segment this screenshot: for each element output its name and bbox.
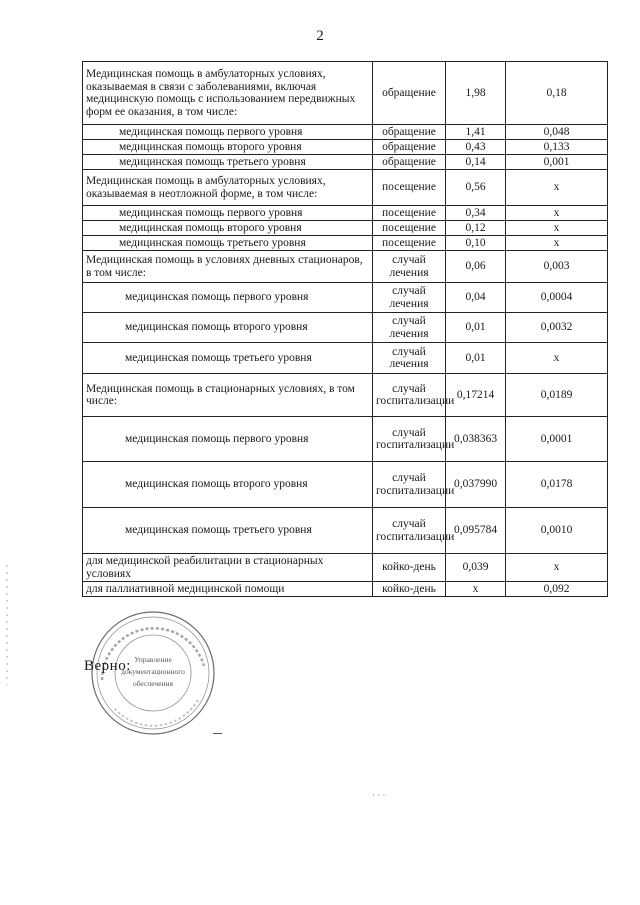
- table-row: [83, 343, 608, 374]
- row-value-2: х: [506, 206, 608, 221]
- stamp-line-1: Управление: [134, 655, 172, 664]
- scan-mark: [213, 733, 222, 734]
- table-row: [83, 313, 608, 343]
- table-row: [83, 462, 608, 508]
- row-unit: обращение: [373, 155, 446, 170]
- row-value-1: 0,037990: [446, 462, 506, 508]
- row-value-1: 0,43: [446, 140, 506, 155]
- table-row: [83, 170, 608, 206]
- certification-note: Верно:: [84, 658, 131, 674]
- row-value-1: 0,10: [446, 236, 506, 251]
- row-name: медицинская помощь первого уровня: [83, 125, 373, 140]
- row-unit: случай госпитализации: [373, 462, 446, 508]
- row-value-1: 0,095784: [446, 508, 506, 554]
- row-value-2: х: [506, 236, 608, 251]
- row-value-1: 0,039: [446, 554, 506, 582]
- table-row: [83, 582, 608, 597]
- row-value-1: 1,98: [446, 62, 506, 125]
- norms-table: [82, 61, 608, 597]
- row-name: медицинская помощь третьего уровня: [83, 508, 373, 554]
- row-value-1: 0,01: [446, 343, 506, 374]
- table-row: [83, 206, 608, 221]
- row-name: медицинская помощь первого уровня: [83, 417, 373, 462]
- row-value-2: х: [506, 170, 608, 206]
- row-unit: посещение: [373, 236, 446, 251]
- row-value-1: 0,17214: [446, 374, 506, 417]
- table-row: [83, 236, 608, 251]
- row-value-2: х: [506, 221, 608, 236]
- row-unit: койко-день: [373, 554, 446, 582]
- row-name: медицинская помощь второго уровня: [83, 462, 373, 508]
- row-value-1: 0,56: [446, 170, 506, 206]
- table-row: [83, 374, 608, 417]
- row-value-2: 0,048: [506, 125, 608, 140]
- row-value-1: 0,04: [446, 283, 506, 313]
- row-name: для медицинской реабилитации в стационарных условиях: [83, 554, 373, 582]
- row-value-1: 0,34: [446, 206, 506, 221]
- row-unit: обращение: [373, 140, 446, 155]
- row-value-2: 0,0010: [506, 508, 608, 554]
- row-value-2: 0,092: [506, 582, 608, 597]
- row-value-2: 0,0189: [506, 374, 608, 417]
- row-name: медицинская помощь второго уровня: [83, 221, 373, 236]
- row-value-2: 0,0004: [506, 283, 608, 313]
- table-row: [83, 251, 608, 283]
- row-value-1: 0,12: [446, 221, 506, 236]
- row-value-2: 0,0178: [506, 462, 608, 508]
- row-unit: случай госпитализации: [373, 374, 446, 417]
- scan-margin-marks: [6, 565, 8, 685]
- row-name: медицинская помощь третьего уровня: [83, 236, 373, 251]
- row-name: Медицинская помощь в амбулаторных условиях, оказываемая в связи с заболеваниями, включая медицинскую помощь с использованием передвижных форм ее оказания, в том числе:: [83, 62, 373, 125]
- row-value-1: 0,06: [446, 251, 506, 283]
- row-value-1: 1,41: [446, 125, 506, 140]
- row-value-2: х: [506, 343, 608, 374]
- stamp-line-3: обеспечения: [132, 679, 174, 688]
- row-value-2: х: [506, 554, 608, 582]
- table-row: [83, 62, 608, 125]
- row-unit: посещение: [373, 221, 446, 236]
- row-name: Медицинская помощь в амбулаторных условиях, оказываемая в неотложной форме, в том числе:: [83, 170, 373, 206]
- row-value-1: х: [446, 582, 506, 597]
- row-name: Медицинская помощь в стационарных условиях, в том числе:: [83, 374, 373, 417]
- table-row: [83, 140, 608, 155]
- scan-dots: · · ·: [372, 790, 386, 800]
- row-unit: случай лечения: [373, 251, 446, 283]
- table-row: [83, 155, 608, 170]
- page-number: 2: [316, 28, 324, 44]
- row-name: для паллиативной медицинской помощи: [83, 582, 373, 597]
- row-value-1: 0,01: [446, 313, 506, 343]
- row-value-2: 0,0032: [506, 313, 608, 343]
- row-value-2: 0,001: [506, 155, 608, 170]
- table-row: [83, 125, 608, 140]
- table-row: [83, 554, 608, 582]
- row-value-2: 0,003: [506, 251, 608, 283]
- row-name: медицинская помощь первого уровня: [83, 206, 373, 221]
- row-unit: случай госпитализации: [373, 417, 446, 462]
- row-unit: случай лечения: [373, 283, 446, 313]
- row-value-2: 0,18: [506, 62, 608, 125]
- row-value-2: 0,133: [506, 140, 608, 155]
- row-unit: случай лечения: [373, 313, 446, 343]
- stamp-line-2: документационного: [121, 667, 185, 676]
- row-name: медицинская помощь второго уровня: [83, 313, 373, 343]
- table-row: [83, 417, 608, 462]
- row-value-1: 0,14: [446, 155, 506, 170]
- row-unit: случай госпитализации: [373, 508, 446, 554]
- row-unit: обращение: [373, 125, 446, 140]
- row-value-1: 0,038363: [446, 417, 506, 462]
- row-name: медицинская помощь первого уровня: [83, 283, 373, 313]
- table-row: [83, 283, 608, 313]
- row-unit: посещение: [373, 206, 446, 221]
- row-unit: случай лечения: [373, 343, 446, 374]
- row-name: Медицинская помощь в условиях дневных стационаров, в том числе:: [83, 251, 373, 283]
- row-unit: обращение: [373, 62, 446, 125]
- row-name: медицинская помощь второго уровня: [83, 140, 373, 155]
- row-unit: посещение: [373, 170, 446, 206]
- row-unit: койко-день: [373, 582, 446, 597]
- row-name: медицинская помощь третьего уровня: [83, 155, 373, 170]
- table-row: [83, 221, 608, 236]
- row-name: медицинская помощь третьего уровня: [83, 343, 373, 374]
- row-value-2: 0,0001: [506, 417, 608, 462]
- table-row: [83, 508, 608, 554]
